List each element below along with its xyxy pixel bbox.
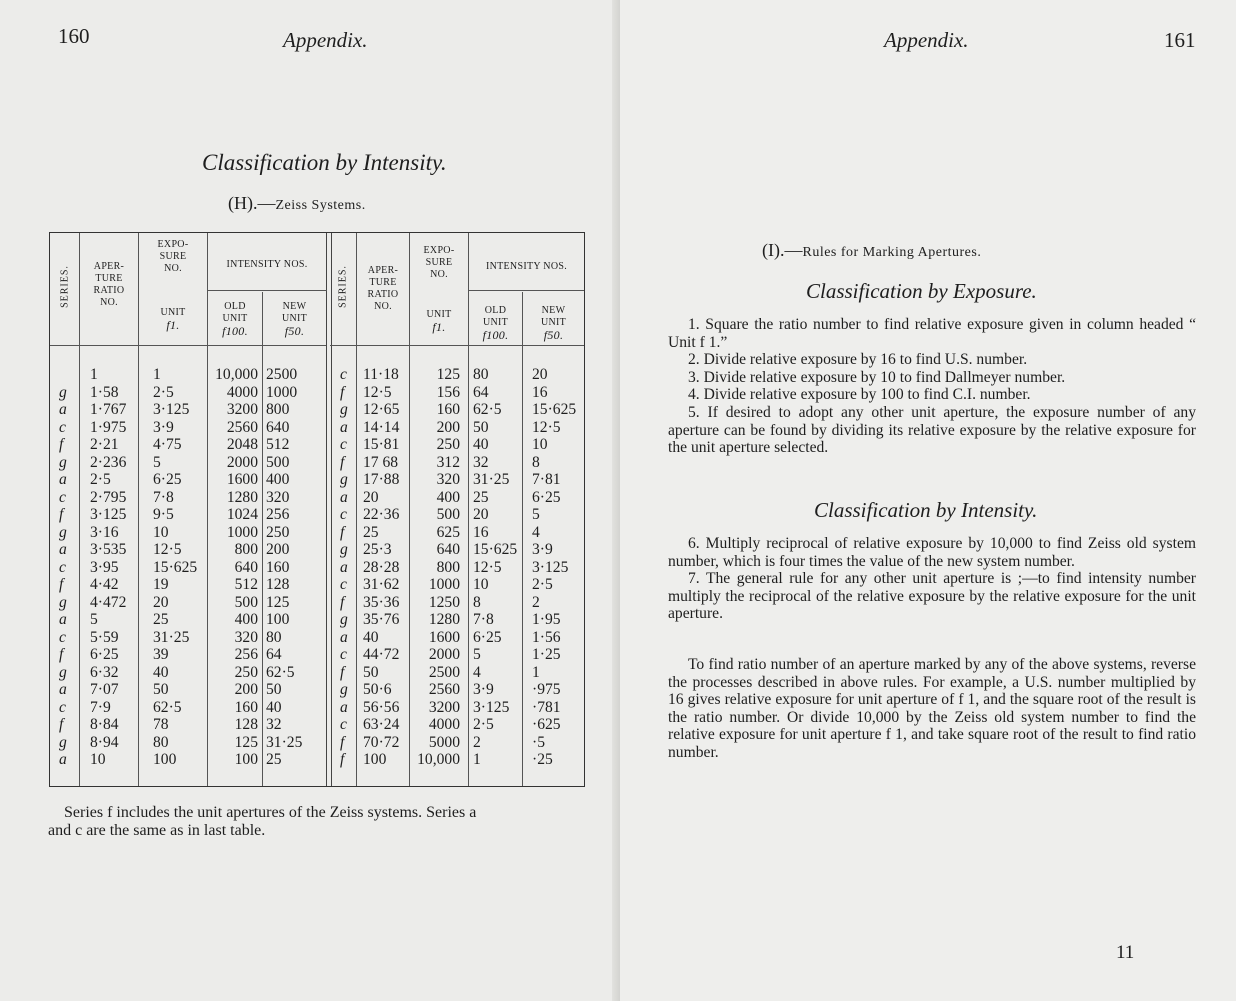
table-cell-exposure: 3·9 (153, 418, 174, 436)
table-cell-ratio: 11·18 (363, 366, 399, 383)
table-cell-new: 50 (266, 681, 282, 698)
table-cell-exposure: 160 (436, 401, 460, 418)
table-cell-ratio: 31·62 (363, 576, 400, 593)
table-cell-ratio: 50·6 (363, 681, 392, 698)
table-cell-old: 400 (234, 611, 258, 628)
table-cell-series: c (59, 628, 66, 646)
table-cell-series: c (340, 716, 347, 733)
table-cell-ratio: 25 (363, 523, 379, 541)
exposure-rules (668, 316, 1196, 457)
table-cell-new: 80 (266, 628, 282, 646)
table-cell-exposure: 62·5 (153, 698, 182, 716)
table-cell-exposure: 20 (153, 593, 169, 611)
header-exposure: EXPO- SURE NO. (157, 239, 189, 274)
table-cell-ratio: 25·3 (363, 541, 392, 558)
table-cell-new: 400 (266, 471, 290, 488)
closing-paragraph (668, 656, 1196, 762)
right-running-head: Appendix. (884, 28, 969, 52)
table-cell-ratio: 7·9 (90, 698, 111, 716)
header-intensity-nos: INTENSITY NOS. (226, 259, 308, 270)
table-rule (468, 290, 584, 291)
table-cell-ratio: 44·72 (363, 646, 400, 663)
table-cell-new: 500 (266, 453, 290, 471)
table-cell-exposure: 19 (153, 576, 169, 593)
table-cell-exposure: 3200 (428, 698, 460, 716)
left-new-unit-column (266, 366, 302, 769)
table-cell-exposure: 100 (153, 751, 177, 768)
right-new-unit-column (532, 366, 576, 769)
table-cell-series: g (340, 681, 348, 698)
table-cell-series: c (59, 558, 66, 576)
table-cell-new: 800 (266, 401, 290, 418)
rule-1: 1. Square the ratio number to find relative exposure given in column headed “ Unit f 1.” (668, 316, 1196, 351)
exposure-title: Classification by Exposure. (806, 279, 1037, 303)
table-cell-series: c (340, 506, 347, 523)
table-cell-old: 512 (234, 576, 258, 593)
table-cell-exposure: 1600 (428, 628, 460, 646)
table-cell-old: 320 (234, 628, 258, 646)
table-cell-exposure: 4·75 (153, 436, 182, 453)
table-cell-ratio: 22·36 (363, 506, 400, 523)
zeiss-intensity-table (49, 232, 585, 787)
table-cell-exposure: 12·5 (153, 541, 182, 558)
table-cell-new: 2·5 (532, 576, 553, 593)
table-cell-series: c (59, 418, 66, 436)
subsection-label: (H).— (228, 193, 276, 213)
table-cell-exposure: 5 (153, 453, 161, 471)
table-cell-new: 20 (532, 366, 548, 383)
table-cell-old: 2 (473, 733, 481, 751)
table-cell-exposure: 2560 (428, 681, 460, 698)
table-cell-new: ·781 (532, 698, 561, 716)
table-cell-exposure: 125 (436, 366, 460, 383)
table-cell-ratio: 4·42 (90, 576, 119, 593)
right-series-column (340, 366, 348, 769)
table-cell-new: 160 (266, 558, 290, 576)
table-cell-exposure: 5000 (428, 733, 460, 751)
table-cell-old: 10 (473, 576, 489, 593)
table-cell-old: 1 (473, 751, 481, 768)
table-cell-series: c (340, 366, 347, 383)
table-cell-new: 100 (266, 611, 290, 628)
table-cell-exposure: 500 (436, 506, 460, 523)
table-cell-old: 6·25 (473, 628, 502, 646)
table-cell-series: f (340, 453, 345, 471)
right-ratio-column (363, 366, 399, 769)
header-series: SERIES. (337, 265, 349, 308)
table-cell-new: 512 (266, 436, 290, 453)
header-aperture-ratio: APER- TURE RATIO NO. (93, 261, 125, 308)
table-cell-old: 640 (234, 558, 258, 576)
table-cell-new: 25 (266, 751, 282, 768)
table-cell-ratio: 100 (363, 751, 387, 768)
table-cell-new: 40 (266, 698, 282, 716)
header-exposure: EXPO- SURE NO. (423, 245, 455, 280)
table-cell-old: 100 (234, 751, 258, 768)
table-cell-new: 128 (266, 576, 290, 593)
table-cell-ratio: 3·16 (90, 523, 119, 541)
table-cell-series: a (340, 698, 348, 716)
table-cell-old: 62·5 (473, 401, 502, 418)
table-cell-ratio: 17·88 (363, 471, 400, 488)
table-cell-series: f (340, 593, 345, 611)
table-cell-exposure: 2000 (428, 646, 460, 663)
table-cell-old: 160 (234, 698, 258, 716)
subsection-title: Zeiss Systems. (275, 198, 366, 213)
left-series-column (59, 366, 67, 769)
table-cell-ratio: 4·472 (90, 593, 127, 611)
table-cell-series: a (59, 751, 67, 768)
rules-label: (I).— (762, 240, 803, 260)
left-page-number: 160 (58, 24, 90, 48)
table-rule (262, 292, 263, 786)
table-cell-old: 3·125 (473, 698, 510, 716)
table-cell-new: 31·25 (266, 733, 303, 751)
table-cell-series: f (340, 663, 345, 681)
table-cell-series: f (59, 646, 64, 663)
table-cell-ratio: 6·25 (90, 646, 119, 663)
header-unit-f1: UNIT f1. (426, 309, 452, 334)
table-cell-old: 2048 (226, 436, 258, 453)
table-cell-exposure: 400 (436, 488, 460, 506)
table-cell-ratio: 6·32 (90, 663, 119, 681)
table-cell-series: c (59, 698, 66, 716)
table-cell-old: 3·9 (473, 681, 494, 698)
table-cell-old: 800 (234, 541, 258, 558)
table-cell-ratio: 8·94 (90, 733, 119, 751)
rule-3: 3. Divide relative exposure by 10 to find Dallmeyer number. (688, 368, 1066, 386)
table-cell-ratio: 20 (363, 488, 379, 506)
table-cell-exposure: 50 (153, 681, 169, 698)
table-cell-ratio: 7·07 (90, 681, 119, 698)
table-cell-series: g (340, 471, 348, 488)
header-new-unit: NEW UNIT f50. (540, 305, 567, 342)
table-cell-ratio: 8·84 (90, 716, 119, 733)
left-subsection-heading (228, 193, 366, 214)
table-cell-series: c (340, 646, 347, 663)
table-cell-ratio: 3·535 (90, 541, 127, 558)
table-cell-new: 12·5 (532, 418, 561, 436)
table-cell-old: 8 (473, 593, 481, 611)
table-cell-ratio: 35·36 (363, 593, 400, 611)
table-cell-series: g (59, 453, 67, 471)
left-old-unit-column (208, 366, 258, 769)
rules-title: Rules for Marking Apertures. (802, 245, 982, 260)
table-cell-ratio: 5 (90, 611, 98, 628)
table-cell-new: 10 (532, 436, 548, 453)
table-cell-ratio: 12·5 (363, 383, 392, 401)
table-cell-exposure: 1250 (428, 593, 460, 611)
table-cell-exposure: 200 (436, 418, 460, 436)
table-cell-ratio: 12·65 (363, 401, 400, 418)
table-cell-exposure: 250 (436, 436, 460, 453)
header-old-unit: OLD UNIT f100. (482, 305, 509, 342)
table-cell-new: 640 (266, 418, 290, 436)
table-cell-old: 1024 (226, 506, 258, 523)
table-cell-exposure: 1 (153, 366, 161, 383)
left-exposure-column (153, 366, 197, 769)
table-cell-old: 32 (473, 453, 489, 471)
table-cell-new: 5 (532, 506, 540, 523)
table-cell-series: a (340, 418, 348, 436)
table-cell-series: f (340, 733, 345, 751)
table-cell-series: f (340, 383, 345, 401)
table-cell-exposure: 9·5 (153, 506, 174, 523)
table-cell-new: 15·625 (532, 401, 577, 418)
table-cell-new: 62·5 (266, 663, 295, 681)
table-cell-new: 2500 (266, 366, 298, 383)
table-cell-new: ·975 (532, 681, 561, 698)
table-cell-old: 200 (234, 681, 258, 698)
table-cell-old: 4000 (226, 383, 258, 401)
left-section-title: Classification by Intensity. (202, 150, 447, 175)
right-page-number: 161 (1164, 28, 1196, 52)
right-exposure-column (408, 366, 460, 769)
table-cell-old: 250 (234, 663, 258, 681)
table-cell-ratio: 15·81 (363, 436, 400, 453)
table-cell-new: 2 (532, 593, 540, 611)
table-cell-series: f (59, 576, 64, 593)
table-cell-old: 50 (473, 418, 489, 436)
table-cell-old: 7·8 (473, 611, 494, 628)
table-cell-new: 16 (532, 383, 548, 401)
rule-7: 7. The general rule for any other unit aperture is ;—to find intensity number multiply the reciprocal of the relative exposure by the relative exposure for the unit aperture. (668, 570, 1196, 623)
table-cell-exposure: 3·125 (153, 401, 190, 418)
table-cell-exposure: 312 (436, 453, 460, 471)
table-cell-exposure: 2500 (428, 663, 460, 681)
table-cell-series: f (59, 506, 64, 523)
table-cell-old: 40 (473, 436, 489, 453)
table-cell-ratio: 1·58 (90, 383, 119, 401)
table-cell-ratio: 50 (363, 663, 379, 681)
table-cell-series: g (340, 401, 348, 418)
rule-2: 2. Divide relative exposure by 16 to find U.S. number. (688, 351, 1028, 369)
table-cell-ratio: 1·767 (90, 401, 127, 418)
table-rule (356, 233, 357, 786)
table-cell-new: 32 (266, 716, 282, 733)
table-cell-old: 1600 (226, 471, 258, 488)
table-cell-new: ·625 (532, 716, 561, 733)
table-cell-old: 1000 (226, 523, 258, 541)
left-running-head: Appendix. (283, 28, 368, 52)
table-cell-old: 20 (473, 506, 489, 523)
table-cell-exposure: 6·25 (153, 471, 182, 488)
table-rule (207, 290, 327, 291)
table-cell-old: 128 (234, 716, 258, 733)
table-cell-series (59, 366, 67, 384)
table-cell-series: a (59, 471, 67, 488)
table-cell-exposure: 625 (436, 523, 460, 541)
left-ratio-column (90, 366, 126, 769)
table-cell-new: 1·56 (532, 628, 561, 646)
table-cell-series: g (59, 663, 67, 681)
intensity-title: Classification by Intensity. (814, 498, 1038, 522)
table-cell-new: 250 (266, 523, 290, 541)
table-cell-old: 64 (473, 383, 489, 401)
table-cell-series: g (340, 541, 348, 558)
table-cell-exposure: 31·25 (153, 628, 190, 646)
table-cell-ratio: 2·236 (90, 453, 127, 471)
table-cell-series: g (59, 593, 67, 611)
table-cell-old: 1280 (226, 488, 258, 506)
table-cell-series: a (59, 541, 67, 558)
table-cell-exposure: 40 (153, 663, 169, 681)
table-cell-old: 80 (473, 366, 489, 383)
table-cell-series: f (340, 751, 345, 768)
table-cell-ratio: 2·795 (90, 488, 127, 506)
table-cell-old: 5 (473, 646, 481, 663)
table-cell-ratio: 3·95 (90, 558, 119, 576)
table-cell-old: 500 (234, 593, 258, 611)
table-cell-series: a (59, 401, 67, 418)
table-cell-new: 320 (266, 488, 290, 506)
table-cell-old: 2560 (226, 418, 258, 436)
table-cell-ratio: 1·975 (90, 418, 127, 436)
table-cell-new: 1 (532, 663, 540, 681)
table-cell-exposure: 25 (153, 611, 169, 628)
table-cell-old: 10,000 (215, 366, 258, 383)
table-cell-old: 15·625 (473, 541, 518, 558)
rules-heading (762, 240, 981, 261)
table-cell-ratio: 2·5 (90, 471, 111, 488)
table-cell-ratio: 2·21 (90, 436, 119, 453)
table-cell-old: 2000 (226, 453, 258, 471)
table-cell-ratio: 63·24 (363, 716, 400, 733)
table-cell-ratio: 1 (90, 366, 98, 383)
table-cell-new: 200 (266, 541, 290, 558)
table-double-rule (326, 233, 332, 786)
table-cell-new: 3·9 (532, 541, 553, 558)
table-cell-old: 25 (473, 488, 489, 506)
caption-line-2: and c are the same as in last table. (48, 822, 266, 839)
table-cell-exposure: 4000 (428, 716, 460, 733)
table-cell-old: 31·25 (473, 471, 510, 488)
table-cell-new: 125 (266, 593, 290, 611)
signature-mark: 11 (1116, 942, 1135, 963)
table-cell-series: c (59, 488, 66, 506)
table-cell-new: ·25 (532, 751, 553, 768)
table-cell-new: 4 (532, 523, 540, 541)
table-cell-new: 7·81 (532, 471, 561, 488)
table-cell-new: 1000 (266, 383, 298, 401)
table-cell-exposure: 156 (436, 383, 460, 401)
rule-4: 4. Divide relative exposure by 100 to find C.I. number. (688, 386, 1031, 404)
table-cell-ratio: 28·28 (363, 558, 400, 576)
table-rule (79, 233, 80, 786)
table-cell-old: 3200 (226, 401, 258, 418)
header-aperture-ratio: APER- TURE RATIO NO. (367, 265, 399, 312)
table-cell-new: 64 (266, 646, 282, 663)
table-cell-series: f (340, 523, 345, 541)
table-cell-old: 2·5 (473, 716, 494, 733)
table-cell-new: ·5 (532, 733, 545, 751)
table-cell-series: f (59, 436, 64, 453)
table-cell-ratio: 56·56 (363, 698, 400, 716)
table-cell-exposure: 10,000 (417, 751, 460, 768)
table-cell-exposure: 640 (436, 541, 460, 558)
table-cell-exposure: 80 (153, 733, 169, 751)
table-cell-new: 3·125 (532, 558, 569, 576)
table-cell-new: 8 (532, 453, 540, 471)
right-page (620, 0, 1236, 1001)
table-cell-new: 1·95 (532, 611, 561, 628)
table-cell-exposure: 78 (153, 716, 169, 733)
table-cell-series: c (340, 436, 347, 453)
table-cell-new: 1·25 (532, 646, 561, 663)
table-cell-ratio: 40 (363, 628, 379, 646)
header-old-unit: OLD UNIT f100. (222, 301, 248, 338)
table-cell-series: g (59, 383, 67, 401)
table-cell-old: 12·5 (473, 558, 502, 576)
intensity-rules (668, 535, 1196, 623)
table-cell-series: g (340, 611, 348, 628)
closing-text: To find ratio number of an aperture marked by any of the above systems, reverse the processes described in above rules. For example, a U.S. number multiplied by 16 gives relative exposure for unit aperture of f 1, and the square root of the result is the ratio number. Or divide 10,000 by the Zeiss old system number to find the relative exposure for unit aperture f 1, and take square root of the result to find ratio number. (668, 656, 1196, 761)
table-cell-exposure: 7·8 (153, 488, 174, 506)
table-cell-exposure: 15·625 (153, 558, 198, 576)
header-series: SERIES. (59, 265, 71, 308)
header-unit-f1: UNIT f1. (160, 307, 186, 332)
table-cell-series: a (340, 488, 348, 506)
header-new-unit: NEW UNIT f50. (281, 301, 308, 338)
rule-6: 6. Multiply reciprocal of relative exposure by 10,000 to find Zeiss old system number, which is four times the value of the new system number. (668, 535, 1196, 570)
table-cell-ratio: 5·59 (90, 628, 119, 646)
table-cell-old: 125 (234, 733, 258, 751)
table-cell-exposure: 320 (436, 471, 460, 488)
right-old-unit-column (473, 366, 517, 769)
table-cell-ratio: 35·76 (363, 611, 400, 628)
table-cell-series: c (340, 576, 347, 593)
table-cell-old: 256 (234, 646, 258, 663)
table-cell-exposure: 10 (153, 523, 169, 541)
table-cell-series: a (340, 628, 348, 646)
caption-line-1: Series f includes the unit apertures of the Zeiss systems. Series a (64, 804, 477, 821)
table-cell-exposure: 1000 (428, 576, 460, 593)
table-cell-old: 16 (473, 523, 489, 541)
table-caption (48, 804, 588, 840)
table-cell-exposure: 1280 (428, 611, 460, 628)
table-cell-series: g (59, 733, 67, 751)
table-cell-new: 6·25 (532, 488, 561, 506)
table-cell-ratio: 14·14 (363, 418, 400, 436)
table-rule (50, 345, 326, 346)
table-cell-exposure: 2·5 (153, 383, 174, 401)
table-rule (330, 345, 584, 346)
table-cell-series: a (59, 681, 67, 698)
table-cell-ratio: 10 (90, 751, 106, 768)
header-intensity-nos: INTENSITY NOS. (485, 261, 568, 272)
rule-5: 5. If desired to adopt any other unit aperture, the exposure number of any aperture can be found by dividing its relative exposure by the relative exposure for the unit aperture selected. (668, 403, 1196, 457)
table-cell-ratio: 70·72 (363, 733, 400, 751)
table-rule (522, 292, 523, 786)
table-cell-series: a (340, 558, 348, 576)
table-cell-exposure: 39 (153, 646, 169, 663)
table-cell-series: a (59, 611, 67, 628)
table-cell-series: g (59, 523, 67, 541)
table-cell-ratio: 3·125 (90, 506, 127, 523)
table-cell-old: 4 (473, 663, 481, 681)
table-cell-series: f (59, 716, 64, 733)
table-cell-ratio: 17 68 (363, 453, 399, 471)
table-cell-exposure: 800 (436, 558, 460, 576)
table-cell-new: 256 (266, 506, 290, 523)
